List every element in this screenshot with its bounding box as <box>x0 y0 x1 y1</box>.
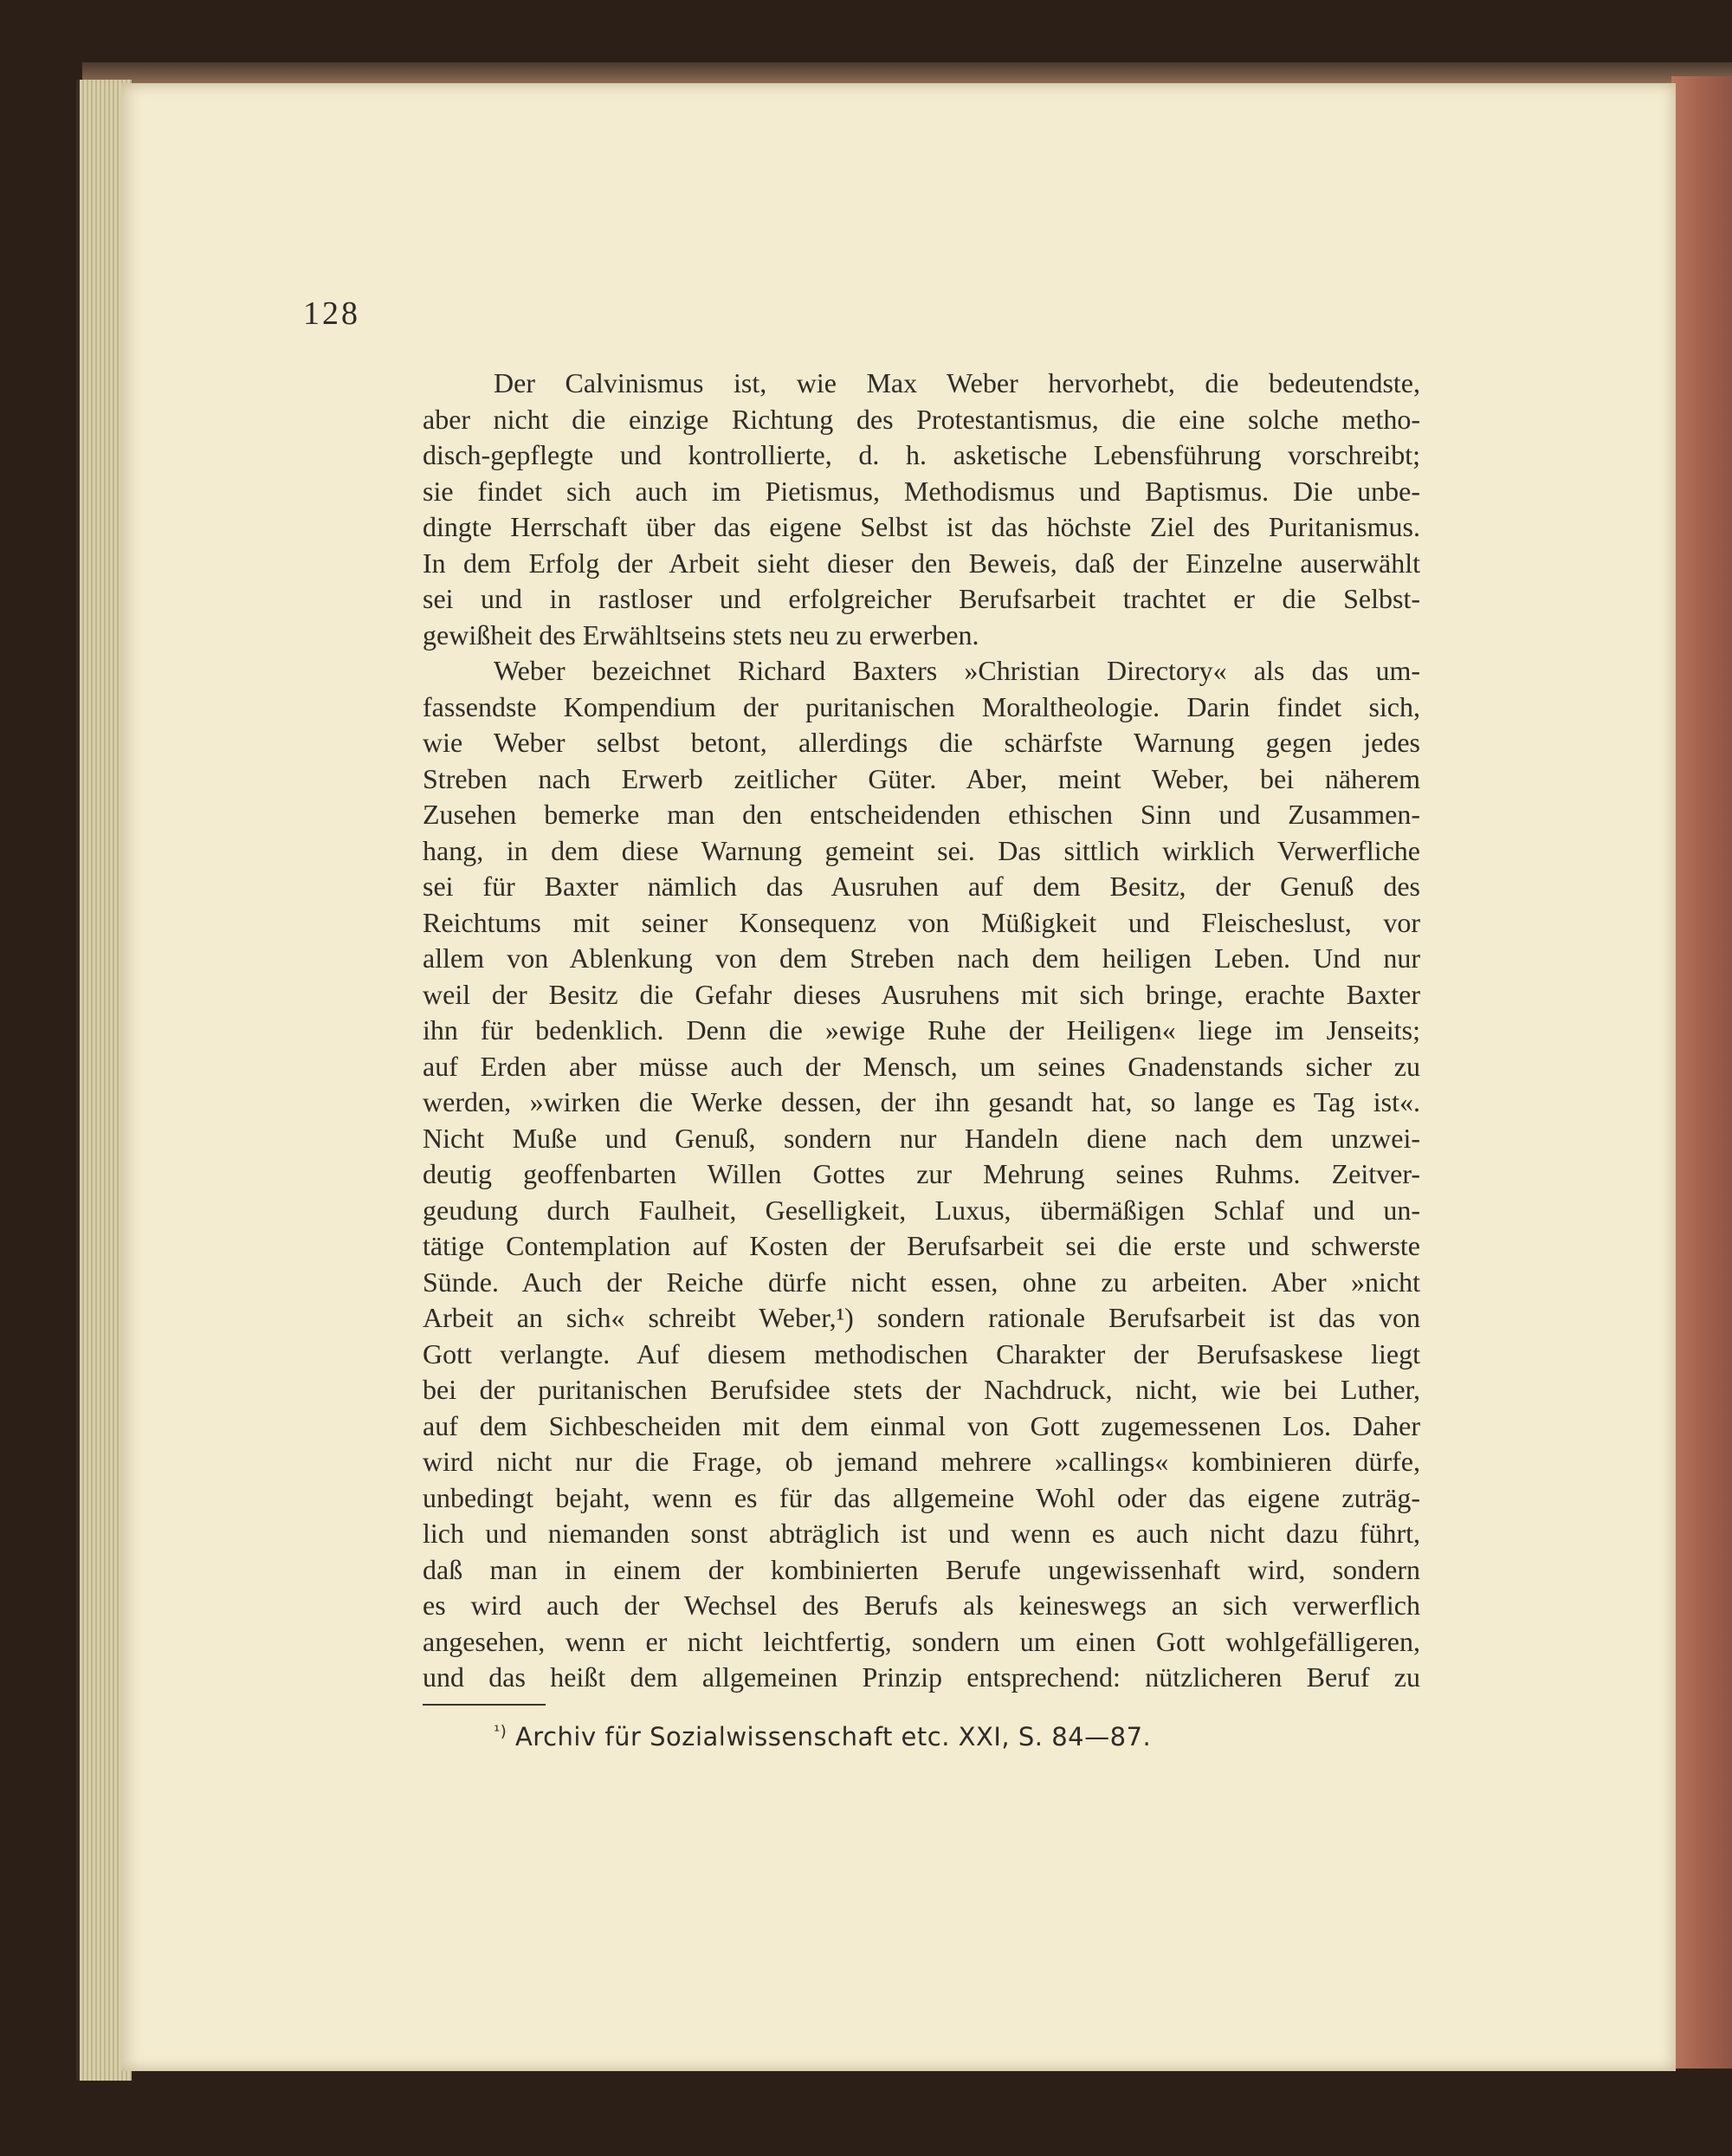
text-line: Arbeit an sich« schreibt Weber,¹) sondern rationale Berufsarbeit ist das von <box>423 1302 1420 1333</box>
text-line: Reichtums mit seiner Konsequenz von Müßigkeit und Fleischeslust, vor <box>423 906 1420 938</box>
text-line: sei und in rastloser und erfolgreicher Berufsarbeit trachtet er die Selbst- <box>423 583 1420 614</box>
text-line: disch-gepflegte und kontrollierte, d. h. asketische Lebensführung vorschreibt; <box>423 439 1420 470</box>
text-line: Nicht Muße und Genuß, sondern nur Handeln diene nach dem unzwei- <box>423 1122 1420 1154</box>
text-line: gewißheit des Erwähltseins stets neu zu erwerben. <box>423 618 979 651</box>
text-line: wie Weber selbst betont, allerdings die schärfste Warnung gegen jedes <box>423 727 1420 758</box>
text-line: fassendste Kompendium der puritanischen Moraltheologie. Darin findet sich, <box>423 690 1420 722</box>
text-line: unbedingt bejaht, wenn es für das allgemeine Wohl oder das eigene zuträg- <box>423 1481 1420 1513</box>
text-line: aber nicht die einzige Richtung des Protestantismus, die eine solche metho- <box>423 403 1420 435</box>
text-line: Weber bezeichnet Richard Baxters »Christian Directory« als das um- <box>494 655 1420 686</box>
page-number: 128 <box>303 295 360 332</box>
text-line: auf dem Sichbescheiden mit dem einmal von Gott zugemessenen Los. Daher <box>423 1409 1420 1441</box>
text-line: sei für Baxter nämlich das Ausruhen auf dem Besitz, der Genuß des <box>423 871 1420 902</box>
text-line: auf Erden aber müsse auch der Mensch, um seines Gnadenstands sicher zu <box>423 1050 1420 1082</box>
text-line: Zusehen bemerke man den entscheidenden ethischen Sinn und Zusammen- <box>423 799 1420 830</box>
text-line: Der Calvinismus ist, wie Max Weber hervorhebt, die bedeutendste, <box>494 367 1420 398</box>
text-line: dingte Herrschaft über das eigene Selbst ist das höchste Ziel des Puritanismus. <box>423 511 1420 542</box>
text-line: In dem Erfolg der Arbeit sieht dieser den Beweis, daß der Einzelne auserwählt <box>423 547 1420 579</box>
text-line: tätige Contemplation auf Kosten der Berufsarbeit sei die erste und schwerste <box>423 1230 1420 1261</box>
text-line: lich und niemanden sonst abträglich ist und wenn es auch nicht dazu führt, <box>423 1518 1420 1549</box>
text-line: Sünde. Auch der Reiche dürfe nicht essen, ohne zu arbeiten. Aber »nicht <box>423 1266 1420 1298</box>
text-line: es wird auch der Wechsel des Berufs als keineswegs an sich verwerflich <box>423 1589 1420 1621</box>
footnote-marker: ¹) <box>494 1722 507 1741</box>
footnote-divider <box>423 1704 546 1706</box>
book-cover-edge <box>1671 76 1732 2069</box>
text-line: allem von Ablenkung von dem Streben nach dem heiligen Leben. Und nur <box>423 942 1420 974</box>
text-line: und das heißt dem allgemeinen Prinzip entsprechend: nützlicheren Beruf zu <box>423 1661 1420 1693</box>
footnote <box>494 1722 1151 1751</box>
text-line: geudung durch Faulheit, Geselligkeit, Luxus, übermäßigen Schlaf und un- <box>423 1194 1420 1226</box>
text-line: wird nicht nur die Frage, ob jemand mehrere »callings« kombinieren dürfe, <box>423 1446 1420 1477</box>
body-text <box>423 366 1420 1696</box>
text-line: sie findet sich auch im Pietismus, Methodismus und Baptismus. Die unbe- <box>423 475 1420 507</box>
footnote-text: Archiv für Sozialwissenschaft etc. XXI, S. 84—87. <box>507 1722 1152 1751</box>
text-line: deutig geoffenbarten Willen Gottes zur Mehrung seines Ruhms. Zeitver- <box>423 1158 1420 1189</box>
text-line: Streben nach Erwerb zeitlicher Güter. Aber, meint Weber, bei näherem <box>423 762 1420 794</box>
text-line: Gott verlangte. Auf diesem methodischen Charakter der Berufsaskese liegt <box>423 1337 1420 1369</box>
text-line: angesehen, wenn er nicht leichtfertig, sondern um einen Gott wohlgefälligeren, <box>423 1625 1420 1657</box>
text-line: ihn für bedenklich. Denn die »ewige Ruhe der Heiligen« liege im Jenseits; <box>423 1014 1420 1046</box>
text-line: bei der puritanischen Berufsidee stets der Nachdruck, nicht, wie bei Luther, <box>423 1374 1420 1405</box>
text-line: daß man in einem der kombinierten Berufe ungewissenhaft wird, sondern <box>423 1553 1420 1585</box>
text-line: werden, »wirken die Werke dessen, der ihn gesandt hat, so lange es Tag ist«. <box>423 1086 1420 1117</box>
text-line: hang, in dem diese Warnung gemeint sei. Das sittlich wirklich Verwerfliche <box>423 834 1420 866</box>
text-line: weil der Besitz die Gefahr dieses Ausruhens mit sich bringe, erachte Baxter <box>423 978 1420 1010</box>
